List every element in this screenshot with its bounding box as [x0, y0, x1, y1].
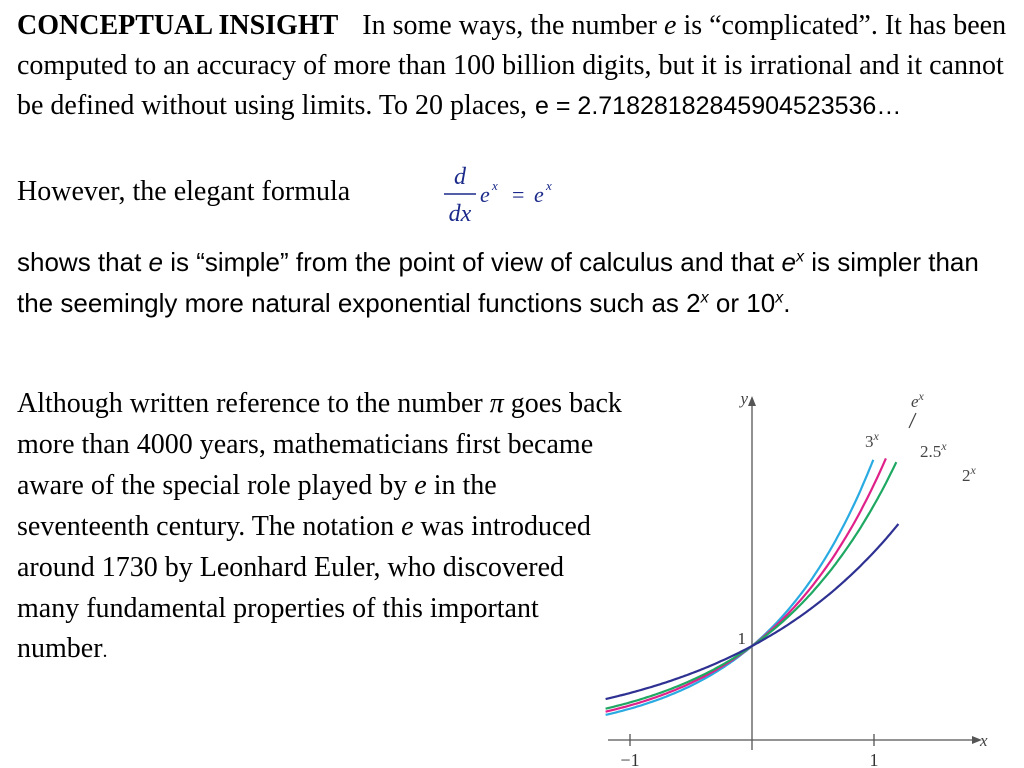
history-text-1: Although written reference to the number	[17, 388, 490, 419]
pi-symbol: π	[489, 388, 504, 419]
x-tick-label: −1	[620, 750, 640, 768]
x-tick-label: 1	[869, 750, 879, 768]
y-axis-label: y	[740, 389, 748, 408]
e-label-leader	[909, 413, 916, 428]
simple-text-5: .	[783, 288, 791, 318]
simple-exp-3: x	[775, 288, 784, 307]
exponential-graph	[600, 384, 1020, 768]
conceptual-insight-paragraph	[17, 6, 1007, 126]
formula-lhs-exp: x	[492, 178, 498, 193]
simple-text-2: is “simple” from the point of view of calculus and that	[162, 247, 782, 277]
e-decimal-value: e = 2.71828182845904523536…	[535, 92, 902, 120]
history-e-1: e	[414, 469, 427, 501]
simple-text-3: is simpler than the seemingly more natural exponential functions such as 2	[17, 247, 979, 318]
history-text-5: .	[102, 640, 108, 663]
simple-paragraph	[17, 242, 1007, 324]
curve-label-3: 3$^x$	[865, 429, 879, 451]
curve-label-2-5: 2.5$^x$	[920, 439, 947, 461]
e-symbol: e	[664, 10, 677, 41]
curve-e	[606, 458, 886, 711]
formula-lead-text: However, the elegant formula	[17, 176, 351, 207]
curve-3	[606, 460, 874, 715]
intro-text-1: In some ways, the number	[362, 10, 665, 41]
curve-label-2: 2$^x$	[962, 463, 976, 485]
formula-d: d	[454, 164, 466, 190]
history-paragraph	[17, 384, 627, 672]
y-tick-label: 1	[737, 629, 746, 648]
simple-exp-1: x	[795, 247, 805, 266]
simple-e-2: e	[781, 247, 796, 277]
simple-text-1: shows that	[17, 247, 149, 277]
formula-dx: dx	[448, 201, 472, 227]
x-axis-label: x	[980, 731, 988, 750]
history-text-4: was introduced around 1730 by Leonhard Euler, who discovered many fundamental properties of this important number	[17, 510, 591, 665]
history-text-3: in the seventeenth century. The notation	[17, 469, 497, 542]
intro-text-2: is “complicated”. It has been computed to an accuracy of more than 100 billion digits, but it is irrational and it cannot be defined without using limits. To 20 places,	[17, 10, 1007, 121]
curve-label-e: $e^x$	[911, 389, 924, 411]
formula-lhs-e: e	[480, 182, 490, 207]
curve-2-5	[606, 462, 897, 709]
derivative-formula	[440, 164, 570, 234]
formula-rhs-exp: x	[546, 178, 552, 193]
conceptual-insight-heading: CONCEPTUAL INSIGHT	[17, 10, 339, 41]
formula-rhs-e: e	[534, 182, 544, 207]
formula-equals: =	[512, 182, 525, 207]
history-e-2: e	[401, 510, 414, 542]
y-axis-arrow	[748, 396, 756, 406]
simple-e-1: e	[148, 247, 163, 277]
simple-text-4: or 10	[708, 288, 776, 318]
simple-exp-2: x	[700, 288, 709, 307]
history-text-2: goes back more than 4000 years, mathematicians first became aware of the special role played by	[17, 388, 622, 501]
